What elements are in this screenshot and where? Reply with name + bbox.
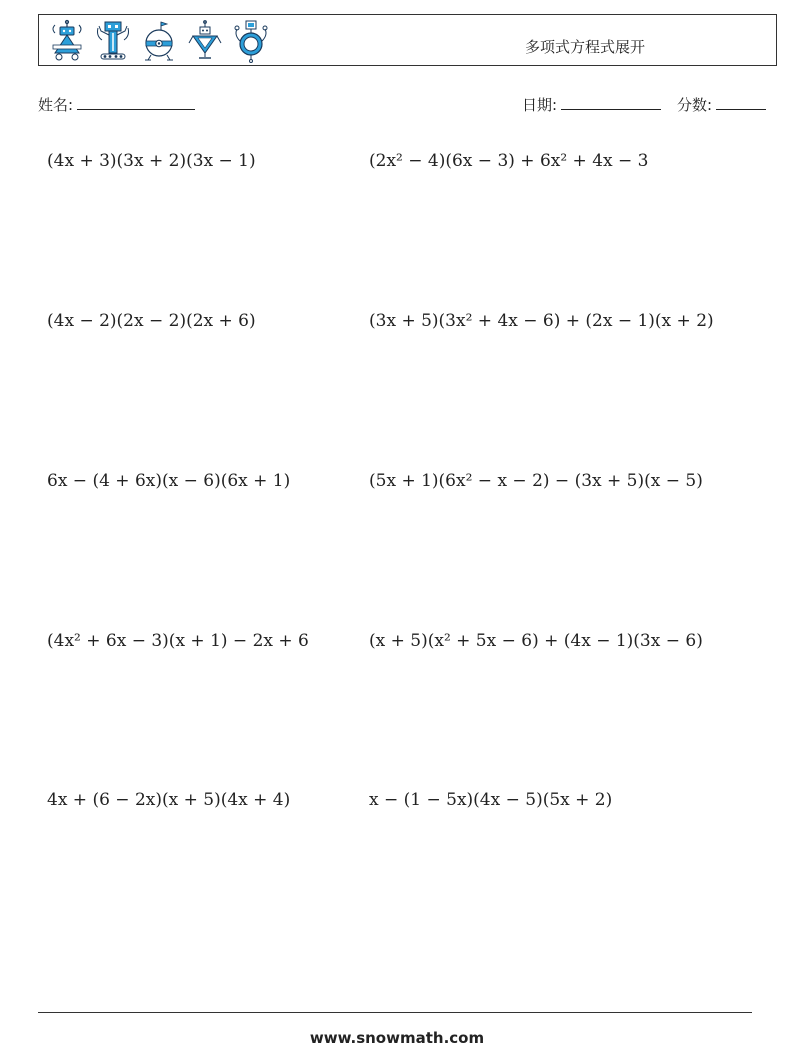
robot-icons (47, 18, 271, 64)
name-blank[interactable] (77, 95, 195, 110)
problem-8: (x + 5)(x² + 5x − 6) + (4x − 1)(3x − 6) (369, 631, 703, 651)
footer-divider (38, 1012, 752, 1013)
problem-3: (4x − 2)(2x − 2)(2x + 6) (47, 311, 256, 331)
score-field (677, 94, 766, 115)
problem-2: (2x² − 4)(6x − 3) + 6x² + 4x − 3 (369, 151, 649, 171)
date-field (522, 94, 661, 115)
name-label: 姓名: (38, 96, 74, 114)
problem-5: 6x − (4 + 6x)(x − 6)(6x + 1) (47, 471, 291, 491)
problem-9: 4x + (6 − 2x)(x + 5)(4x + 4) (47, 790, 291, 810)
problem-7: (4x² + 6x − 3)(x + 1) − 2x + 6 (47, 631, 309, 651)
robot-4-icon (185, 19, 225, 63)
problem-4: (3x + 5)(3x² + 4x − 6) + (2x − 1)(x + 2) (369, 311, 714, 331)
name-field (38, 94, 195, 115)
robot-1-icon (47, 19, 87, 63)
robot-2-icon (93, 19, 133, 63)
date-blank[interactable] (561, 95, 661, 110)
date-label: 日期: (522, 96, 558, 114)
problem-1: (4x + 3)(3x + 2)(3x − 1) (47, 151, 256, 171)
score-label: 分数: (677, 96, 713, 114)
worksheet-title: 多项式方程式展开 (525, 38, 646, 56)
footer-site: www.snowmath.com (309, 1029, 485, 1047)
problem-6: (5x + 1)(6x² − x − 2) − (3x + 5)(x − 5) (369, 471, 703, 491)
score-blank[interactable] (716, 95, 766, 110)
robot-3-icon (139, 19, 179, 63)
problem-10: x − (1 − 5x)(4x − 5)(5x + 2) (369, 790, 613, 810)
worksheet-header (38, 14, 777, 66)
robot-5-icon (231, 19, 271, 63)
